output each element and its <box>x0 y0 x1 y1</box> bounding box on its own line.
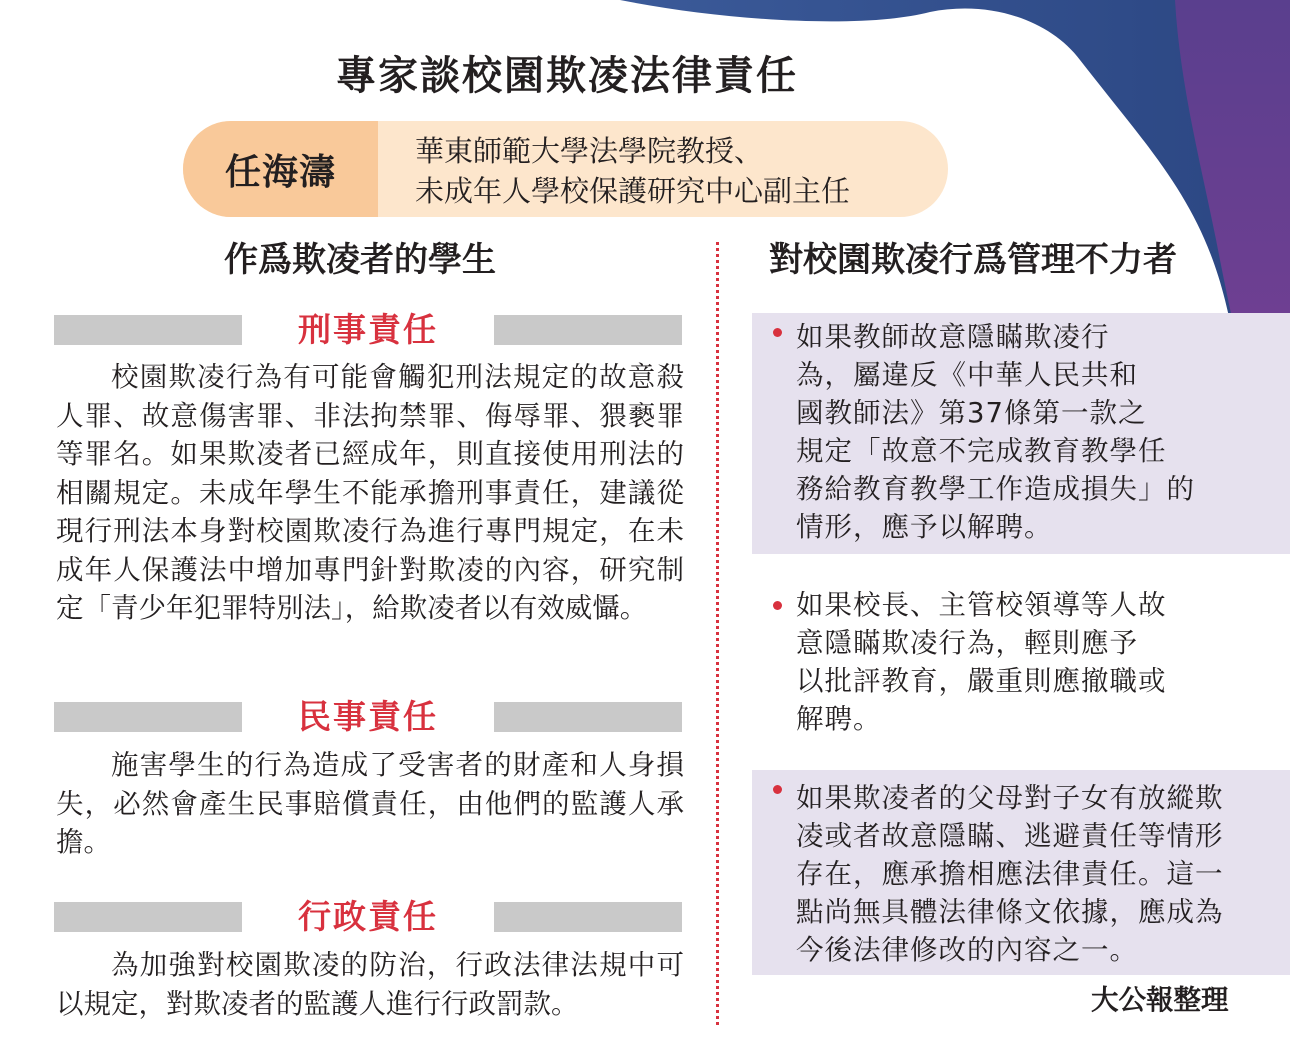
bullet-dot-icon <box>773 328 782 337</box>
bullet-line: 以批評教育，嚴重則應撤職或 <box>796 665 1167 697</box>
bullet-line: 點尚無具體法律條文依據，應成為 <box>796 896 1224 928</box>
expert-title-line: 華東師範大學法學院教授、 <box>415 134 764 168</box>
bullet-line: 如果教師故意隱瞞欺凌行 <box>796 321 1110 353</box>
section-bar-left <box>54 902 242 932</box>
section-bar-left <box>54 315 242 345</box>
bullet-line: 意隱瞞欺凌行為，輕則應予 <box>796 627 1138 659</box>
bullet-line: 務給教育教學工作造成損失」的 <box>796 473 1195 505</box>
section-header-criminal <box>54 310 682 349</box>
bullet-item-principals <box>752 586 1290 738</box>
section-text-criminal: 校園欺凌行為有可能會觸犯刑法規定的故意殺人罪、故意傷害罪、非法拘禁罪、侮辱罪、猥褻罪等罪名。如果欺凌者已經成年，則直接使用刑法的相關規定。未成年學生不能承擔刑事責任，建議從現行刑法本身對校園欺凌行為進行專門規定，在未成年人保護法中增加專門針對欺凌的內容，研究制定「青少年犯罪特別法」，給欺凌者以有效威懾。 <box>56 361 684 624</box>
bullet-item-parents <box>752 770 1290 969</box>
expert-title-line: 未成年人學校保護研究中心副主任 <box>415 174 851 208</box>
page-title: 專家談校園欺凌法律責任 <box>336 53 798 99</box>
section-text-administrative: 為加強對校園欺凌的防治，行政法律法規中可以規定，對欺凌者的監護人進行行政罰款。 <box>56 949 684 1020</box>
right-column-heading: 對校園欺凌行爲管理不力者 <box>769 240 1177 280</box>
credit-line: 大公報整理 <box>1091 984 1229 1016</box>
bullet-item-teachers <box>752 313 1290 546</box>
section-text-civil: 施害學生的行為造成了受害者的財產和人身損失，必然會產生民事賠償責任，由他們的監護人承擔。 <box>56 749 684 858</box>
bullet-box-principals <box>752 586 1290 738</box>
bullet-line: 解聘。 <box>796 703 882 735</box>
section-bar-right <box>494 902 682 932</box>
expert-name: 任海濤 <box>224 150 336 193</box>
section-header-civil <box>54 697 682 736</box>
bullet-line: 如果欺凌者的父母對子女有放縱欺 <box>796 782 1224 814</box>
column-divider <box>716 242 719 1025</box>
bullet-line: 凌或者故意隱瞞、逃避責任等情形 <box>796 820 1224 852</box>
section-bar-right <box>494 702 682 732</box>
bullet-line: 存在，應承擔相應法律責任。這一 <box>796 858 1224 890</box>
bullet-dot-icon <box>773 601 782 610</box>
bullet-line: 為，屬違反《中華人民共和 <box>796 359 1138 391</box>
section-header-administrative <box>54 897 682 936</box>
bullet-dot-icon <box>773 785 782 794</box>
bullet-box-teachers <box>752 313 1290 554</box>
bullet-line: 如果校長、主管校領導等人故 <box>796 589 1167 621</box>
bullet-box-parents <box>752 770 1290 975</box>
bullet-line: 規定「故意不完成教育教學任 <box>796 435 1167 467</box>
bullet-line: 國教師法》第37條第一款之 <box>796 397 1147 429</box>
expert-title <box>415 131 850 211</box>
section-bar-right <box>494 315 682 345</box>
section-title-criminal: 刑事責任 <box>298 310 438 349</box>
bullet-line: 情形，應予以解聘。 <box>796 511 1053 543</box>
expert-name-tab <box>183 121 378 217</box>
bullet-line: 今後法律修改的內容之一。 <box>796 934 1138 966</box>
section-title-civil: 民事責任 <box>298 697 438 736</box>
section-title-administrative: 行政責任 <box>298 897 438 936</box>
section-bar-left <box>54 702 242 732</box>
left-column-heading: 作爲欺凌者的學生 <box>224 240 496 280</box>
expert-banner <box>183 121 948 217</box>
